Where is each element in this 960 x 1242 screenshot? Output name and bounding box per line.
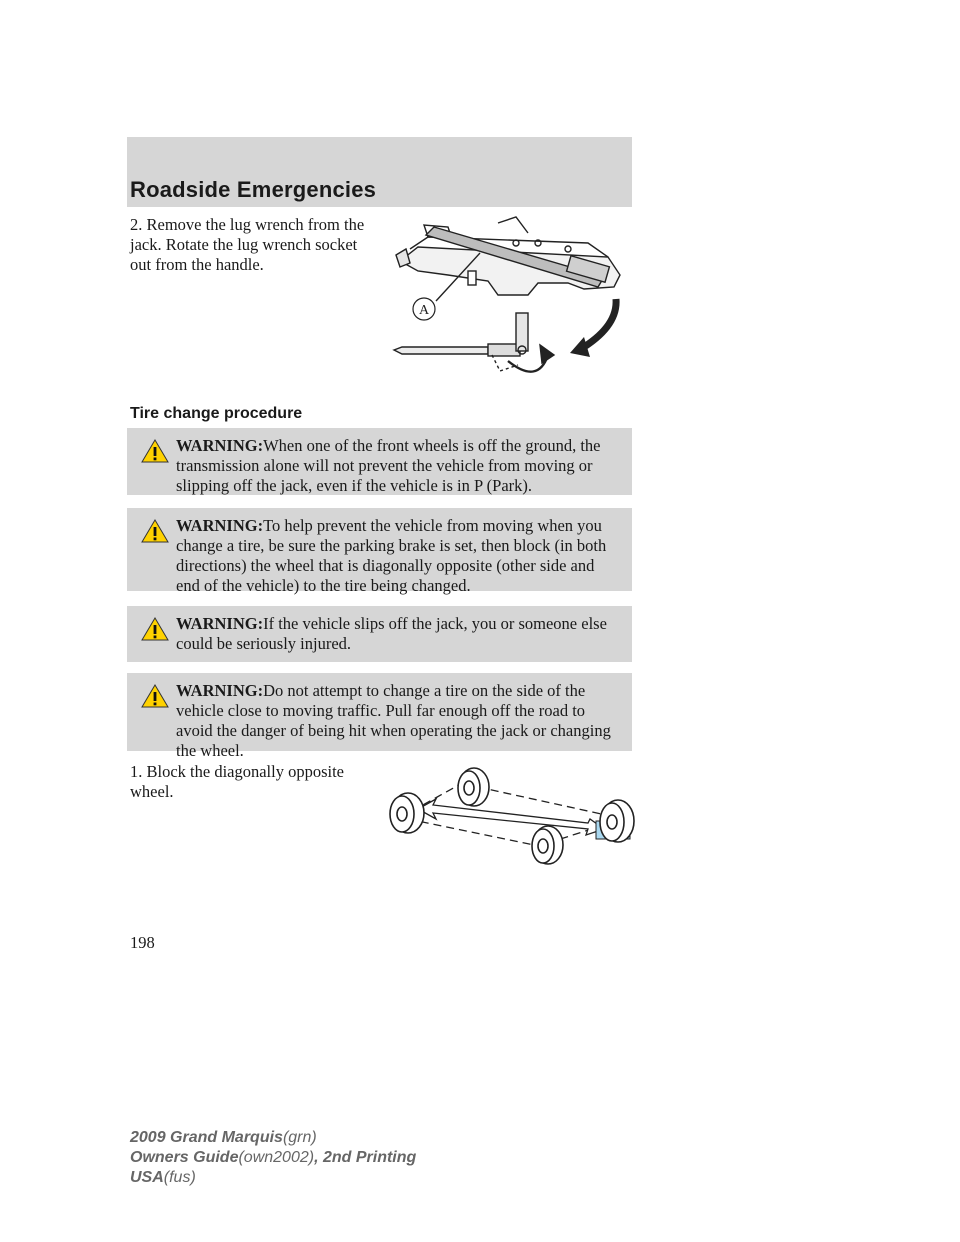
tire-front-left [458,768,489,806]
jack-lug-wrench-illustration [388,213,638,385]
warning-triangle-icon [141,683,169,709]
footer-guide-code: (own2002) [238,1149,315,1166]
tire-rear-right [532,826,563,864]
footer-model-code: (grn) [282,1129,317,1146]
warning-box-2 [127,508,632,595]
section-subheading: Tire change procedure [130,405,303,422]
warning-text: Do not attempt to change a tire on the side of the vehicle close to moving traffic. Pull far enough off the road to avoid the danger of being hit when operating the jack or changing the wheel. [176,681,611,760]
page-title: Roadside Emergencies [130,177,377,202]
warning-box-3 [127,606,632,662]
step-2-text: 2. Remove the lug wrench from the jack. Rotate the lug wrench socket out from the handle. [130,215,365,274]
warning-label: WARNING: [176,436,264,455]
warning-label: WARNING: [176,681,264,700]
warning-box-1 [127,428,632,495]
footer-guide: Owners Guide [130,1149,239,1166]
tire-rear-left [390,793,424,833]
footer-printing: , 2nd Printing [314,1149,417,1166]
warning-label: WARNING: [176,516,264,535]
warning-triangle-icon [141,438,169,464]
warning-text: To help prevent the vehicle from moving when you change a tire, be sure the parking brake is set, then block (in both directions) the wheel that is diagonally opposite (other side and end of the vehicle) to the tire being changed. [176,516,607,595]
wheel-block-diagram [378,765,640,865]
warning-triangle-icon [141,616,169,642]
footer-imprint [130,1128,416,1188]
step-1-text: 1. Block the diagonally opposite wheel. [130,762,345,801]
footer-market: USA [130,1169,164,1186]
warning-label: WARNING: [176,614,264,633]
warning-triangle-icon [141,518,169,544]
page-number: 198 [130,933,155,952]
footer-market-code: (fus) [163,1169,196,1186]
warning-text: If the vehicle slips off the jack, you or someone else could be seriously injured. [176,614,607,653]
callout-a-label: A [418,303,430,318]
warning-box-4 [127,673,632,760]
tire-front-right [600,800,634,842]
footer-model: 2009 Grand Marquis [130,1129,283,1146]
warning-text: When one of the front wheels is off the ground, the transmission alone will not prevent the vehicle from moving or slipping off the jack, even if the vehicle is in P (Park). [176,436,601,495]
